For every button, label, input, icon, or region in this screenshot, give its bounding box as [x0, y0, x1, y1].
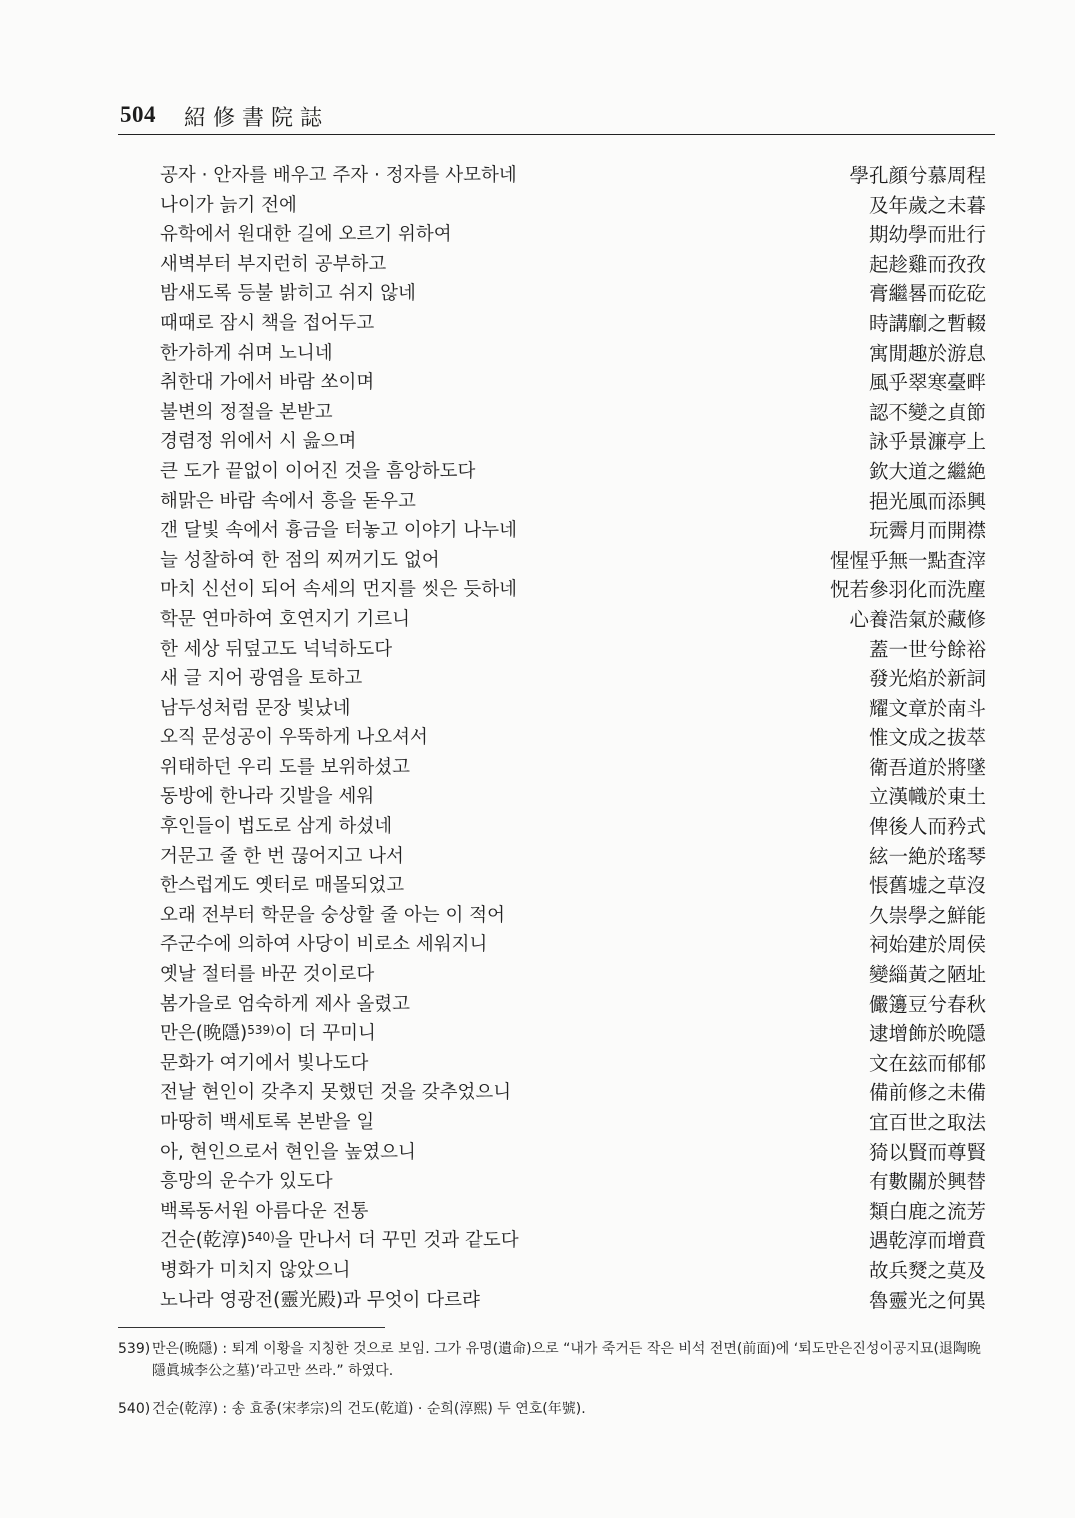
chinese-original: 及年歲之未暮	[868, 193, 986, 217]
korean-text: 갠 달빛 속에서 흉금을 터놓고 이야기 나누네	[160, 520, 517, 542]
chinese-original: 類白鹿之流芳	[868, 1199, 986, 1223]
korean-text: 봄가을로 엄숙하게 제사 올렸고	[160, 993, 410, 1015]
chinese-original: 蓋一世兮餘裕	[868, 637, 986, 661]
korean-text: 불변의 정절을 본받고	[160, 401, 333, 423]
korean-text: 취한대 가에서 바람 쏘이며	[160, 372, 375, 394]
korean-text: 새 글 지어 광염을 토하고	[160, 668, 363, 690]
verse-line	[160, 279, 986, 309]
footnote-list	[118, 1338, 988, 1436]
korean-translation	[160, 220, 452, 250]
korean-translation	[160, 723, 428, 753]
book-title: 紹修書院誌	[184, 106, 330, 131]
footnote-ref: 539)	[247, 1023, 275, 1038]
verse-line	[160, 635, 986, 665]
verse-line	[160, 1108, 986, 1138]
korean-translation	[160, 605, 410, 635]
korean-text: 새벽부터 부지런히 공부하고	[160, 253, 387, 275]
korean-translation	[160, 812, 392, 842]
chinese-original: 寓閒趣於游息	[868, 341, 986, 365]
korean-translation	[160, 1226, 519, 1256]
korean-text: 문화가 여기에서 빛나도다	[160, 1052, 369, 1074]
korean-text: 백록동서원 아름다운 전통	[160, 1200, 369, 1222]
korean-text: 만은(晩隱)	[160, 1023, 248, 1045]
chinese-original: 悵舊墟之草沒	[868, 874, 986, 898]
korean-text: 학문 연마하여 호연지기 기르니	[160, 608, 410, 630]
chinese-original: 詠乎景濂亭上	[868, 430, 986, 454]
korean-text: 한가하게 쉬며 노니네	[160, 342, 333, 364]
korean-text: 큰 도가 끝없이 이어진 것을 흠앙하도다	[160, 460, 476, 482]
korean-text: 건순(乾淳)	[160, 1230, 248, 1252]
chinese-original: 祠始建於周侯	[868, 933, 986, 957]
verse-line	[160, 842, 986, 872]
verse-line	[160, 487, 986, 517]
korean-translation	[160, 930, 487, 960]
verse-line	[160, 753, 986, 783]
korean-text: 유학에서 원대한 길에 오르기 위하여	[160, 224, 452, 246]
verse-line	[160, 1286, 986, 1316]
verse-line	[160, 161, 986, 191]
korean-text: 흥망의 운수가 있도다	[160, 1171, 333, 1193]
footnote	[118, 1338, 988, 1382]
footnote-text: 만은(晩隱) : 퇴계 이황을 지칭한 것으로 보임. 그가 유명(遺命)으로 “내가 죽거든 작은 비석 전면(前面)에 ‘퇴도만은진성이공지묘(退陶晩隱眞城李公之墓)’라고만 쓰라.” 하였다.	[152, 1341, 981, 1379]
korean-translation	[160, 339, 333, 369]
korean-translation	[160, 901, 505, 931]
korean-text: 한스럽게도 옛터로 매몰되었고	[160, 875, 405, 897]
korean-text: 위태하던 우리 도를 보위하셨고	[160, 756, 410, 778]
korean-translation	[160, 575, 517, 605]
footnote	[118, 1398, 988, 1420]
korean-translation	[160, 279, 416, 309]
chinese-original: 風乎翠寒臺畔	[868, 371, 986, 395]
chinese-original: 挹光風而添興	[868, 489, 986, 513]
korean-translation	[160, 368, 374, 398]
korean-text: 한 세상 뒤덮고도 넉넉하도다	[160, 638, 393, 660]
korean-text: 병화가 미치지 않았으니	[160, 1259, 351, 1281]
korean-text: 동방에 한나라 깃발을 세워	[160, 786, 375, 808]
korean-translation	[160, 398, 333, 428]
verse-line	[160, 1019, 986, 1049]
verse-line	[160, 339, 986, 369]
verse-line	[160, 575, 986, 605]
chinese-original: 惟文成之拔萃	[868, 726, 986, 750]
korean-text: 거문고 줄 한 번 끊어지고 나서	[160, 845, 404, 867]
chinese-original: 故兵燹之莫及	[868, 1258, 986, 1282]
korean-text: 늘 성찰하여 한 점의 찌꺼기도 없어	[160, 549, 440, 571]
verse-line	[160, 901, 986, 931]
chinese-original: 惺惺乎無一點査滓	[829, 548, 986, 572]
verse-line	[160, 368, 986, 398]
korean-translation	[160, 871, 404, 901]
korean-text: 주군수에 의하여 사당이 비로소 세워지니	[160, 934, 488, 956]
verse-line	[160, 398, 986, 428]
korean-text: 옛날 절터를 바꾼 것이로다	[160, 964, 375, 986]
chinese-original: 玩霽月而開襟	[868, 519, 986, 543]
korean-translation	[160, 842, 404, 872]
korean-text: 경렴정 위에서 시 읊으며	[160, 431, 357, 453]
korean-text: 때때로 잠시 책을 접어두고	[160, 312, 375, 334]
verse-line	[160, 1197, 986, 1227]
korean-translation	[160, 1197, 368, 1227]
korean-translation	[160, 1167, 333, 1197]
chinese-original: 變緇黃之陋址	[868, 963, 986, 987]
verse-line	[160, 250, 986, 280]
korean-translation	[160, 1108, 374, 1138]
verse-line	[160, 782, 986, 812]
verse-line	[160, 812, 986, 842]
verse-line	[160, 605, 986, 635]
korean-text: 후인들이 법도로 삼게 하셨네	[160, 816, 393, 838]
chinese-original: 學孔顔兮慕周程	[849, 164, 986, 187]
korean-translation	[160, 664, 362, 694]
chinese-original: 期幼學而壯行	[868, 223, 986, 247]
verse-line	[160, 1167, 986, 1197]
korean-translation	[160, 427, 356, 457]
korean-text: 밤새도록 등불 밝히고 쉬지 않네	[160, 283, 416, 305]
korean-text: 해맑은 바람 속에서 흥을 돋우고	[160, 490, 416, 512]
korean-translation	[160, 250, 386, 280]
korean-translation	[160, 1049, 368, 1079]
korean-text: 공자 · 안자를 배우고 주자 · 정자를 사모하네	[160, 165, 517, 186]
korean-translation	[160, 1138, 416, 1168]
footnote-marker: 539)	[118, 1341, 151, 1357]
korean-translation	[160, 457, 475, 487]
chinese-original: 發光焰於新詞	[868, 667, 986, 691]
verse-line	[160, 546, 986, 576]
footnote-rule	[118, 1327, 385, 1328]
footnote-marker: 540)	[118, 1401, 151, 1417]
chinese-original: 絃一絶於瑤琴	[868, 844, 986, 868]
korean-translation	[160, 309, 374, 339]
korean-translation	[160, 753, 410, 783]
chinese-original: 起趁雞而孜孜	[868, 252, 986, 276]
verse-line	[160, 960, 986, 990]
chinese-original: 立漢幟於東土	[868, 785, 986, 809]
korean-translation	[160, 990, 410, 1020]
chinese-original: 怳若參羽化而洗塵	[829, 578, 986, 602]
chinese-original: 逮增飾於晩隱	[868, 1022, 986, 1046]
korean-translation	[160, 960, 374, 990]
verse-list	[160, 161, 986, 1315]
korean-translation	[160, 694, 350, 724]
verse-line	[160, 664, 986, 694]
verse-line	[160, 1256, 986, 1286]
korean-text: 오래 전부터 학문을 숭상할 줄 아는 이 적어	[160, 904, 505, 926]
korean-text-continued: 이 더 꾸미니	[274, 1023, 376, 1045]
chinese-original: 心養浩氣於藏修	[849, 607, 986, 631]
verse-line	[160, 309, 986, 339]
verse-line	[160, 990, 986, 1020]
verse-line	[160, 1138, 986, 1168]
korean-translation	[160, 1019, 376, 1049]
page-number: 504	[120, 102, 156, 127]
korean-text: 마땅히 백세토록 본받을 일	[160, 1112, 375, 1133]
korean-text: 노나라 영광전(靈光殿)과 무엇이 다르랴	[160, 1289, 480, 1311]
chinese-original: 魯靈光之何異	[868, 1288, 986, 1312]
korean-translation	[160, 1256, 350, 1286]
chinese-original: 久崇學之鮮能	[868, 903, 986, 927]
chinese-original: 欽大道之繼絶	[868, 459, 986, 483]
korean-text: 나이가 늙기 전에	[160, 194, 297, 216]
chinese-original: 猗以賢而尊賢	[868, 1140, 986, 1164]
verse-line	[160, 427, 986, 457]
chinese-original: 時講劘之暫輟	[868, 311, 986, 335]
chinese-original: 衛吾道於將墜	[868, 755, 986, 779]
korean-translation	[160, 1286, 480, 1316]
chinese-original: 膏繼晷而矻矻	[868, 282, 986, 306]
korean-text: 전날 현인이 갖추지 못했던 것을 갖추었으니	[160, 1082, 512, 1104]
korean-text: 아, 현인으로서 현인을 높였으니	[160, 1141, 416, 1163]
verse-line	[160, 1049, 986, 1079]
korean-translation	[160, 161, 517, 191]
korean-text: 오직 문성공이 우뚝하게 나오셔서	[160, 727, 428, 749]
verse-line	[160, 871, 986, 901]
verse-line	[160, 694, 986, 724]
verse-line	[160, 516, 986, 546]
verse-line	[160, 1078, 986, 1108]
korean-text: 남두성처럼 문장 빛났네	[160, 697, 351, 719]
verse-line	[160, 930, 986, 960]
chinese-original: 儼籩豆兮春秋	[868, 992, 986, 1016]
korean-translation	[160, 635, 392, 665]
verse-line	[160, 220, 986, 250]
chinese-original: 文在玆而郁郁	[868, 1051, 986, 1075]
verse-line	[160, 457, 986, 487]
verse-line	[160, 191, 986, 221]
korean-translation	[160, 487, 416, 517]
chinese-original: 俾後人而矜式	[868, 815, 986, 839]
korean-translation	[160, 782, 374, 812]
chinese-original: 認不變之貞節	[868, 400, 986, 424]
korean-text: 마치 신선이 되어 속세의 먼지를 씻은 듯하네	[160, 579, 517, 601]
chinese-original: 耀文章於南斗	[868, 696, 986, 720]
korean-translation	[160, 546, 440, 576]
korean-text-continued: 을 만나서 더 꾸민 것과 같도다	[274, 1230, 519, 1252]
chinese-original: 備前修之未備	[868, 1081, 986, 1105]
chinese-original: 宜百世之取法	[868, 1111, 986, 1134]
footnote-text: 건순(乾淳) : 송 효종(宋孝宗)의 건도(乾道) · 순희(淳熙) 두 연호(年號).	[152, 1401, 586, 1417]
running-header	[118, 100, 995, 135]
chinese-original: 遇乾淳而增賁	[868, 1229, 986, 1253]
footnote-ref: 540)	[247, 1230, 275, 1245]
korean-translation	[160, 1078, 511, 1108]
korean-translation	[160, 191, 297, 221]
verse-line	[160, 1226, 986, 1256]
verse-line	[160, 723, 986, 753]
korean-translation	[160, 516, 517, 546]
chinese-original: 有數關於興替	[868, 1170, 986, 1194]
